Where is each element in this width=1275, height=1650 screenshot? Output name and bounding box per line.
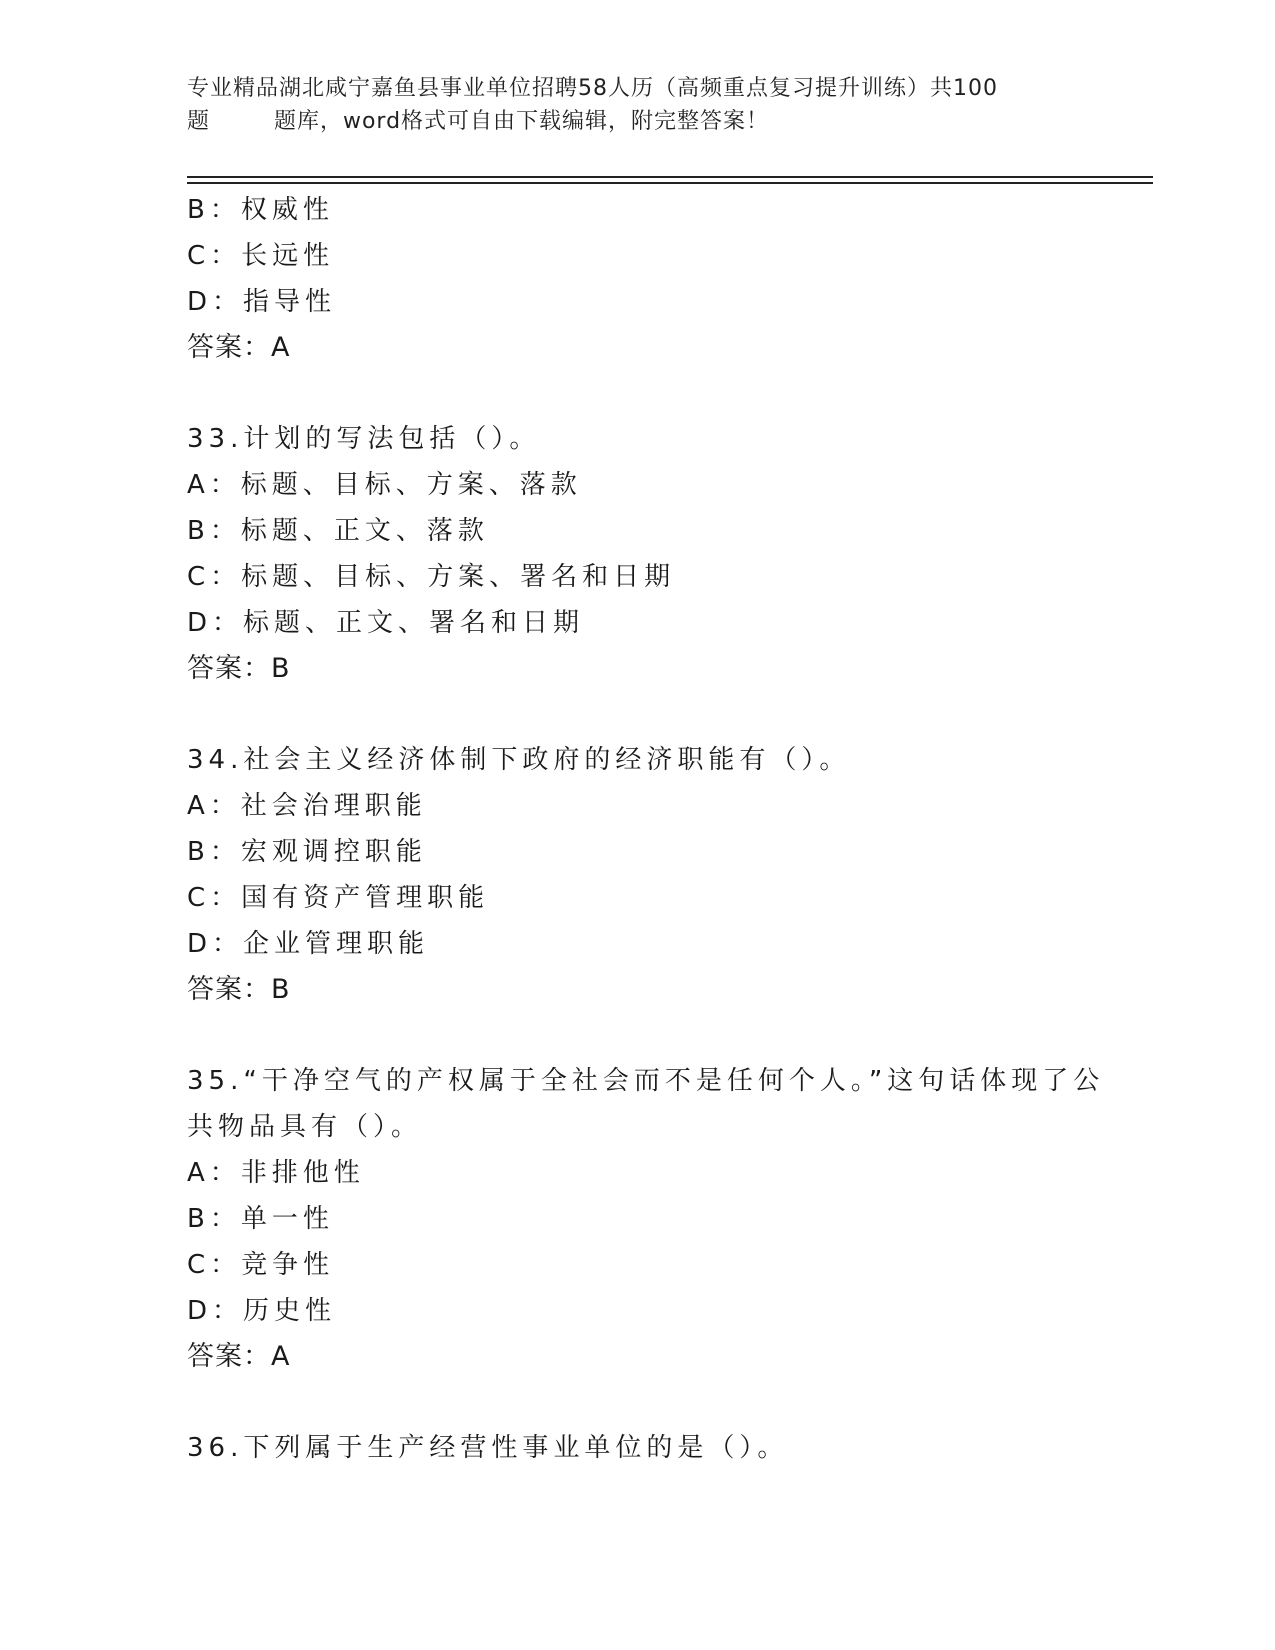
option-d: D：历史性 (187, 1296, 337, 1326)
document-body (187, 187, 1105, 1471)
answer-line: 答案：A (187, 332, 291, 363)
option-a: A：标题、目标、方案、落款 (187, 470, 582, 500)
option-c: C：国有资产管理职能 (187, 883, 490, 913)
option-c: C：长远性 (187, 241, 335, 271)
header-title-line2-right: 题库，word格式可自由下载编辑，附完整答案！ (273, 109, 770, 134)
option-b: B：单一性 (187, 1204, 334, 1234)
question-stem: 34.社会主义经济体制下政府的经济职能有（）。 (187, 745, 851, 775)
question-block-32 (187, 187, 1087, 371)
option-c: C：标题、目标、方案、署名和日期 (187, 562, 676, 592)
answer-line: 答案：A (187, 1341, 291, 1372)
question-block-34 (187, 737, 1087, 1013)
option-b: B：宏观调控职能 (187, 837, 427, 867)
header-title-line1: 专业精品湖北咸宁嘉鱼县事业单位招聘58人历（高频重点复习提升训练）共100 (187, 76, 998, 101)
header-divider-top (187, 176, 1153, 178)
document-header (187, 72, 1067, 138)
option-a: A：非排他性 (187, 1158, 365, 1188)
option-d: D：指导性 (187, 287, 337, 317)
question-block-33 (187, 416, 1087, 692)
option-a: A：社会治理职能 (187, 791, 427, 821)
question-stem-line1: 35.“干净空气的产权属于全社会而不是任何个人。”这句话体现了公 (187, 1066, 1105, 1096)
question-stem: 36.下列属于生产经营性事业单位的是（）。 (187, 1433, 789, 1463)
answer-line: 答案：B (187, 974, 291, 1005)
option-c: C：竞争性 (187, 1250, 335, 1280)
option-b: B：标题、正文、落款 (187, 516, 489, 546)
header-divider-bottom (187, 182, 1153, 184)
question-block-35 (187, 1058, 1105, 1380)
header-title-line2 (187, 105, 1067, 138)
answer-line: 答案：B (187, 653, 291, 684)
question-stem-line2: 共物品具有（）。 (187, 1112, 423, 1142)
option-d: D：企业管理职能 (187, 929, 430, 959)
question-stem: 33.计划的写法包括（）。 (187, 424, 541, 454)
option-b: B：权威性 (187, 195, 334, 225)
question-block-36 (187, 1425, 1087, 1471)
option-d: D：标题、正文、署名和日期 (187, 608, 585, 638)
header-title-line2-left: 题 (187, 109, 211, 134)
